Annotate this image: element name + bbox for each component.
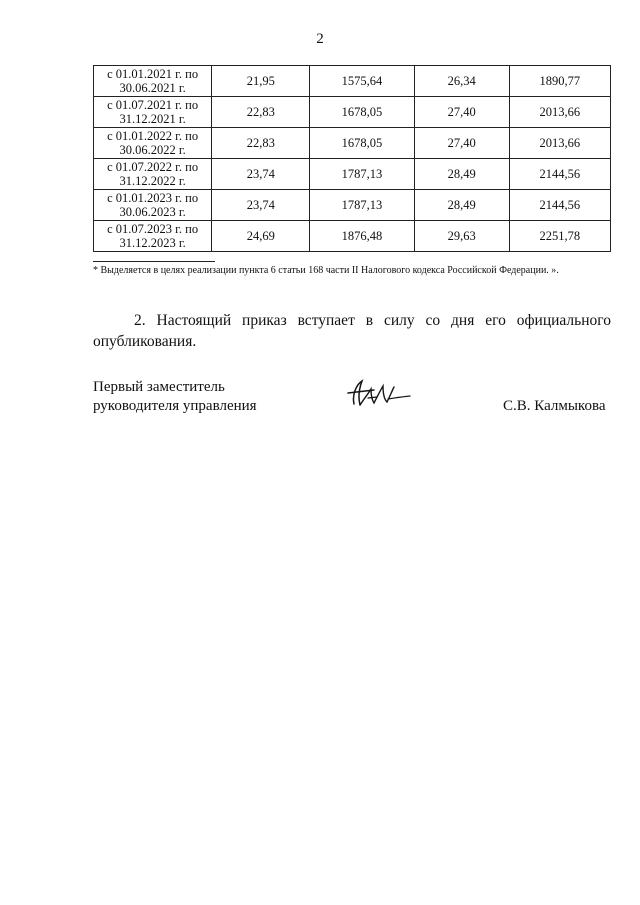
period-cell [94,221,212,252]
table-row [94,66,611,97]
period-end: 30.06.2023 г. [119,205,186,219]
value-cell: 1890,77 [509,66,610,97]
handwritten-signature [344,377,414,411]
period-start: с 01.01.2022 г. по [107,129,199,143]
value-cell: 1678,05 [310,128,414,159]
value-cell: 21,95 [212,66,310,97]
value-cell: 24,69 [212,221,310,252]
period-start: с 01.01.2021 г. по [107,67,199,81]
value-cell: 1787,13 [310,190,414,221]
period-end: 31.12.2022 г. [119,174,186,188]
table-row [94,190,611,221]
value-cell: 28,49 [414,190,509,221]
period-cell [94,159,212,190]
value-cell: 23,74 [212,159,310,190]
period-cell [94,128,212,159]
clause-line-1: 2. Настоящий приказ вступает в силу со дня его официального [134,312,611,329]
value-cell: 22,83 [212,128,310,159]
value-cell: 1787,13 [310,159,414,190]
order-clause [93,310,611,352]
footnote-separator [93,261,215,262]
table-row [94,221,611,252]
value-cell: 29,63 [414,221,509,252]
table-row [94,97,611,128]
value-cell: 2144,56 [509,190,610,221]
period-end: 30.06.2021 г. [119,81,186,95]
table-row [94,159,611,190]
value-cell: 27,40 [414,97,509,128]
page-number: 2 [316,31,324,47]
signatory-title-line-1: Первый заместитель [93,379,225,395]
value-cell: 26,34 [414,66,509,97]
signatory-name: С.В. Калмыкова [503,398,606,414]
value-cell: 23,74 [212,190,310,221]
table-row [94,128,611,159]
footnote: * Выделяется в целях реализации пункта 6 статьи 168 части II Налогового кодекса Российской Федерации. ». [93,265,559,276]
period-start: с 01.07.2023 г. по [107,222,199,236]
signatory-title-line-2: руководителя управления [93,398,257,414]
value-cell: 2144,56 [509,159,610,190]
period-cell [94,97,212,128]
value-cell: 22,83 [212,97,310,128]
period-cell [94,66,212,97]
period-start: с 01.01.2023 г. по [107,191,199,205]
value-cell: 1876,48 [310,221,414,252]
value-cell: 1575,64 [310,66,414,97]
period-start: с 01.07.2021 г. по [107,98,199,112]
value-cell: 2013,66 [509,97,610,128]
value-cell: 1678,05 [310,97,414,128]
clause-line-2: опубликования. [93,333,197,350]
value-cell: 2251,78 [509,221,610,252]
tariff-table [93,65,611,252]
period-end: 30.06.2022 г. [119,143,186,157]
value-cell: 28,49 [414,159,509,190]
period-end: 31.12.2023 г. [119,236,186,250]
value-cell: 2013,66 [509,128,610,159]
period-cell [94,190,212,221]
signatory-title [93,378,257,416]
period-start: с 01.07.2022 г. по [107,160,199,174]
period-end: 31.12.2021 г. [119,112,186,126]
value-cell: 27,40 [414,128,509,159]
